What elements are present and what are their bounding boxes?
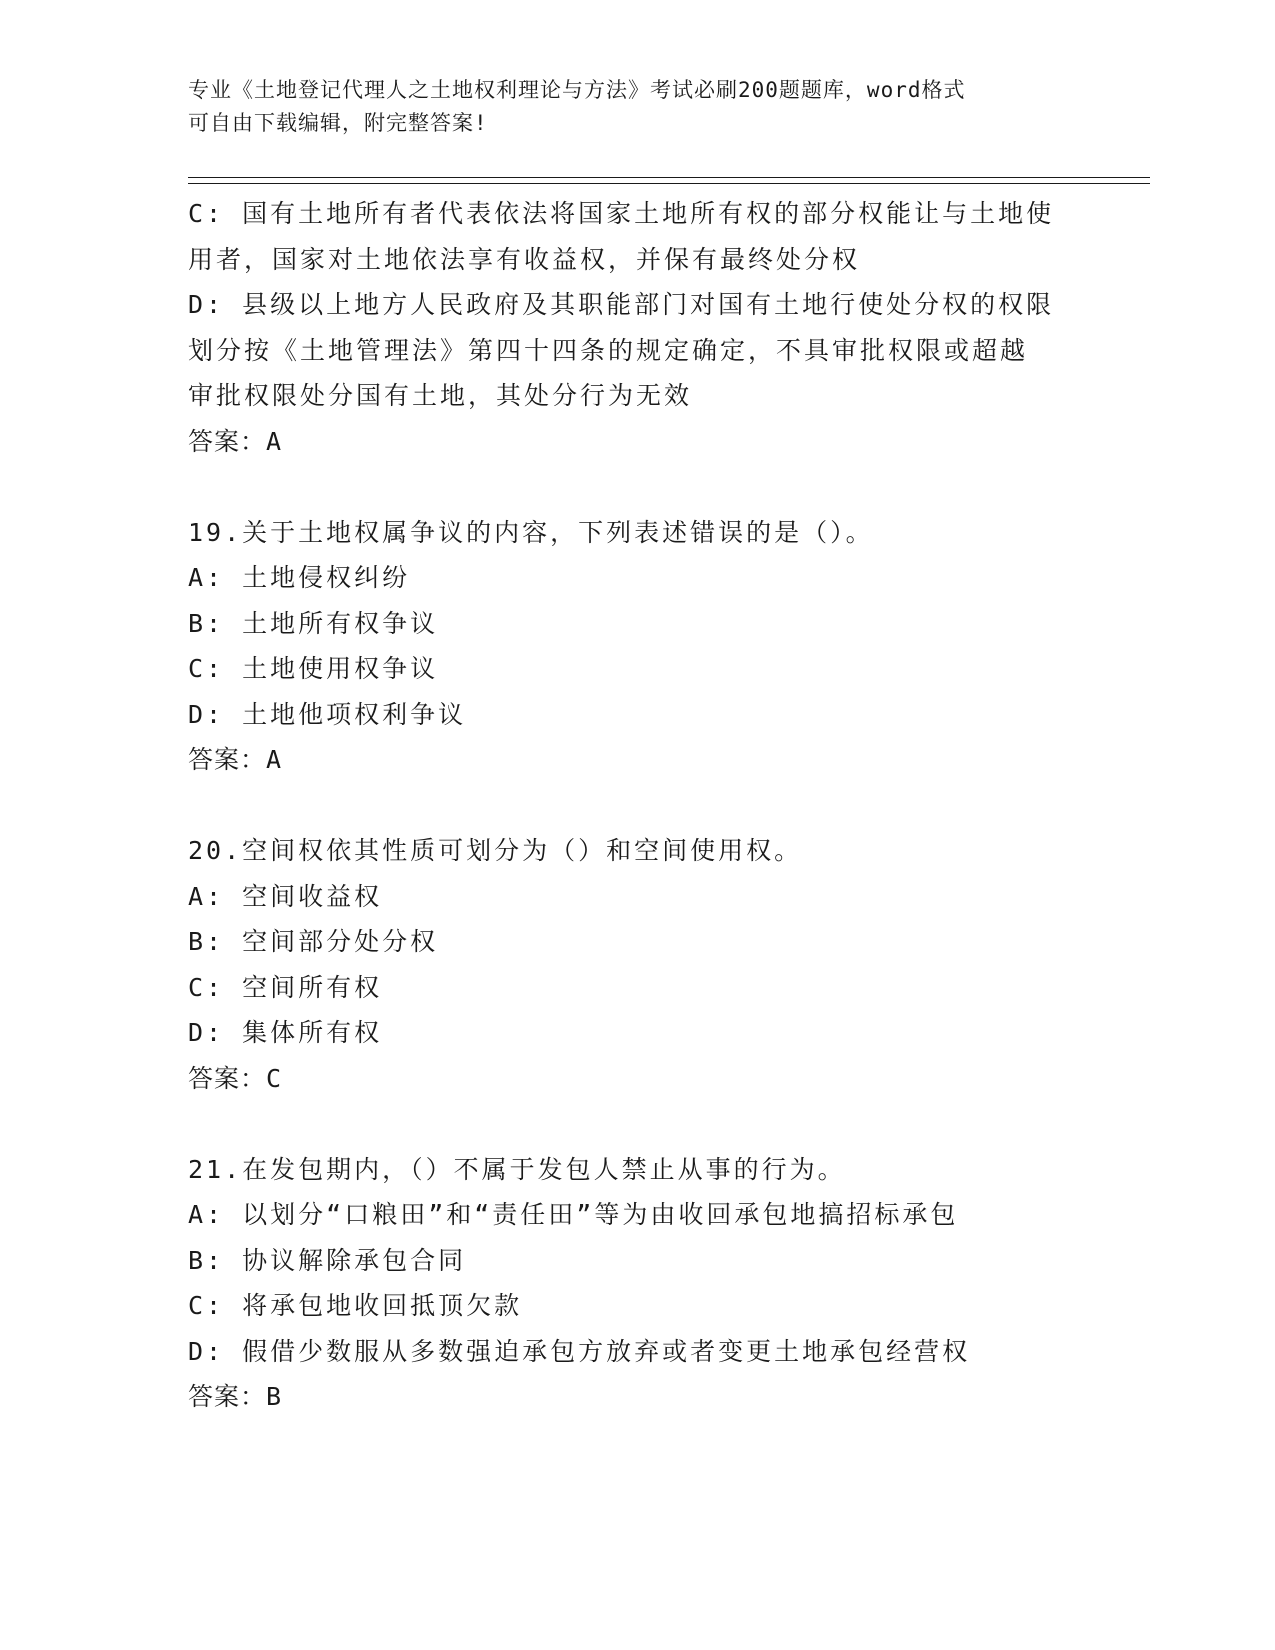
answer-label: 答案： xyxy=(188,1383,267,1411)
header-line-2: 可自由下载编辑，附完整答案! xyxy=(188,111,488,135)
option-d-line-1: D: 县级以上地方人民政府及其职能部门对国有土地行使处分权的权限 xyxy=(188,290,1055,319)
question-20 xyxy=(188,828,1088,1101)
option-d: D: 假借少数服从多数强迫承包方放弃或者变更土地承包经营权 xyxy=(188,1336,971,1366)
document-header xyxy=(188,74,1068,140)
spacer xyxy=(188,783,1088,829)
header-line-1: 专业《土地登记代理人之土地权利理论与方法》考试必刷200题题库，word格式 xyxy=(188,78,966,102)
option-b: B: 空间部分处分权 xyxy=(188,927,439,956)
option-a: A: 以划分“口粮田”和“责任田”等为由收回承包地搞招标承包 xyxy=(188,1200,959,1229)
answer-line xyxy=(188,1056,1088,1102)
answer-label: 答案： xyxy=(188,427,267,456)
option-d-line-2: 划分按《土地管理法》第四十四条的规定确定，不具审批权限或超越 xyxy=(188,335,1029,365)
option-c: C: 土地使用权争议 xyxy=(188,654,439,683)
question-stem: 19.关于土地权属争议的内容，下列表述错误的是（）。 xyxy=(188,517,874,547)
option-c: C: 将承包地收回抵顶欠款 xyxy=(188,1291,523,1320)
answer-label: 答案： xyxy=(188,746,267,774)
option-a: A: 空间收益权 xyxy=(188,881,383,911)
option-c-line-2: 用者，国家对土地依法享有收益权，并保有最终处分权 xyxy=(188,244,861,274)
option-d: D: 集体所有权 xyxy=(188,1018,383,1047)
option-b: B: 土地所有权争议 xyxy=(188,608,439,638)
spacer xyxy=(188,1101,1088,1147)
header-rule-top xyxy=(188,177,1150,178)
answer-line xyxy=(188,419,1088,465)
option-c-line-1: C: 国有土地所有者代表依法将国家土地所有权的部分权能让与土地使 xyxy=(188,199,1055,228)
option-a: A: 土地侵权纠纷 xyxy=(188,563,411,592)
question-21 xyxy=(188,1147,1088,1420)
header-rule-bottom xyxy=(188,183,1150,184)
option-b: B: 协议解除承包合同 xyxy=(188,1245,467,1275)
answer-value: C xyxy=(266,1063,283,1093)
answer-value: B xyxy=(266,1382,283,1411)
question-stem: 21.在发包期内，（）不属于发包人禁止从事的行为。 xyxy=(188,1154,846,1184)
question-stem: 20.空间权依其性质可划分为（）和空间使用权。 xyxy=(188,836,803,865)
answer-value: A xyxy=(266,745,283,774)
answer-value: A xyxy=(266,426,283,456)
answer-label: 答案： xyxy=(188,1064,267,1093)
option-d-line-3: 审批权限处分国有土地，其处分行为无效 xyxy=(188,381,693,410)
answer-line xyxy=(188,1374,1088,1420)
option-d: D: 土地他项权利争议 xyxy=(188,699,467,729)
answer-line xyxy=(188,737,1088,783)
document-body xyxy=(188,191,1088,1420)
spacer xyxy=(188,464,1088,510)
prev-question xyxy=(188,191,1088,464)
option-c: C: 空间所有权 xyxy=(188,972,383,1002)
question-19 xyxy=(188,510,1088,783)
